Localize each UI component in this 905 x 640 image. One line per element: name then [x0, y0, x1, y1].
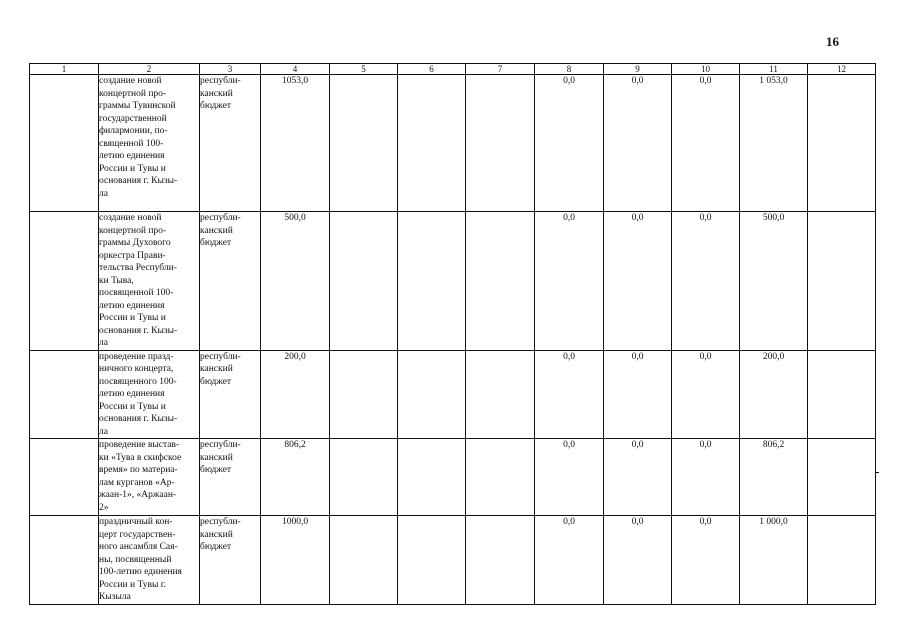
cell-funding-source: республи- канский бюджет: [200, 439, 261, 516]
cell-col-12: [808, 75, 876, 212]
cell-col-9: 0,0: [604, 439, 672, 516]
column-number: 8: [535, 64, 604, 75]
cell-col-11: 806,2: [740, 439, 808, 516]
table-row: [30, 212, 876, 351]
cell-col-7: [466, 439, 535, 516]
cell-col-12: [808, 212, 876, 351]
page-number: 16: [826, 34, 839, 49]
cell-col-1: [30, 75, 99, 212]
cell-col-11: 1 053,0: [740, 75, 808, 212]
column-number: 1: [30, 64, 99, 75]
cell-col-4: 1000,0: [261, 516, 330, 605]
cell-col-5: [330, 516, 398, 605]
cell-description: праздничный кон- церт государствен- ного ансамбля Сая- ны, посвященный 100-летию единения России и Тувы г. Кызыла: [99, 516, 200, 605]
cell-description: создание новой концертной про- граммы Духового оркестра Прави- тельства Республи- ки Тыва, посвященной 100- летию единения России и Тувы и основания г. Кызы- ла: [99, 212, 200, 351]
cell-col-10: 0,0: [672, 75, 740, 212]
cell-col-10: 0,0: [672, 212, 740, 351]
cell-col-9: 0,0: [604, 75, 672, 212]
cell-col-10: 0,0: [672, 439, 740, 516]
cell-funding-source: республи- канский бюджет: [200, 516, 261, 605]
cell-col-1: [30, 212, 99, 351]
margin-dash: [875, 472, 879, 473]
column-number: 9: [604, 64, 672, 75]
table-row: [30, 75, 876, 212]
cell-col-11: 1 000,0: [740, 516, 808, 605]
budget-table: [29, 63, 876, 605]
cell-col-6: [398, 516, 466, 605]
cell-col-11: 500,0: [740, 212, 808, 351]
cell-col-7: [466, 516, 535, 605]
cell-col-8: 0,0: [535, 439, 604, 516]
cell-col-1: [30, 350, 99, 439]
column-number: 11: [740, 64, 808, 75]
cell-col-1: [30, 439, 99, 516]
table-row: [30, 516, 876, 605]
cell-col-8: 0,0: [535, 516, 604, 605]
cell-col-12: [808, 350, 876, 439]
column-number: 12: [808, 64, 876, 75]
cell-col-6: [398, 439, 466, 516]
column-number: 6: [398, 64, 466, 75]
column-number-row: [30, 64, 876, 75]
cell-funding-source: республи- канский бюджет: [200, 350, 261, 439]
cell-col-4: 500,0: [261, 212, 330, 351]
table-row: [30, 350, 876, 439]
cell-col-10: 0,0: [672, 516, 740, 605]
cell-col-12: [808, 516, 876, 605]
cell-funding-source: республи- канский бюджет: [200, 75, 261, 212]
cell-description: проведение празд- ничного концерта, посвященного 100- летию единения России и Тувы и основания г. Кызы- ла: [99, 350, 200, 439]
cell-col-5: [330, 350, 398, 439]
column-number: 10: [672, 64, 740, 75]
cell-col-8: 0,0: [535, 75, 604, 212]
column-number: 5: [330, 64, 398, 75]
cell-col-9: 0,0: [604, 212, 672, 351]
cell-col-9: 0,0: [604, 516, 672, 605]
cell-col-4: 1053,0: [261, 75, 330, 212]
table-row: [30, 439, 876, 516]
cell-col-5: [330, 212, 398, 351]
cell-funding-source: республи- канский бюджет: [200, 212, 261, 351]
cell-col-6: [398, 75, 466, 212]
cell-col-4: 806,2: [261, 439, 330, 516]
cell-col-7: [466, 350, 535, 439]
cell-col-6: [398, 212, 466, 351]
column-number: 4: [261, 64, 330, 75]
cell-col-7: [466, 212, 535, 351]
column-number: 7: [466, 64, 535, 75]
cell-col-5: [330, 75, 398, 212]
cell-col-8: 0,0: [535, 350, 604, 439]
cell-col-9: 0,0: [604, 350, 672, 439]
cell-col-4: 200,0: [261, 350, 330, 439]
cell-col-12: [808, 439, 876, 516]
column-number: 2: [99, 64, 200, 75]
cell-col-7: [466, 75, 535, 212]
cell-col-11: 200,0: [740, 350, 808, 439]
column-number: 3: [200, 64, 261, 75]
cell-col-8: 0,0: [535, 212, 604, 351]
cell-col-6: [398, 350, 466, 439]
cell-description: проведение выстав- ки «Тува в скифское время» по материа- лам курганов «Ар- жаан-1», «Аржаан- 2»: [99, 439, 200, 516]
cell-description: создание новой концертной про- граммы Тувинской государственной филармонии, по- священной 100- летию единения России и Тувы и основания г. Кызы- ла: [99, 75, 200, 212]
cell-col-5: [330, 439, 398, 516]
cell-col-1: [30, 516, 99, 605]
cell-col-10: 0,0: [672, 350, 740, 439]
